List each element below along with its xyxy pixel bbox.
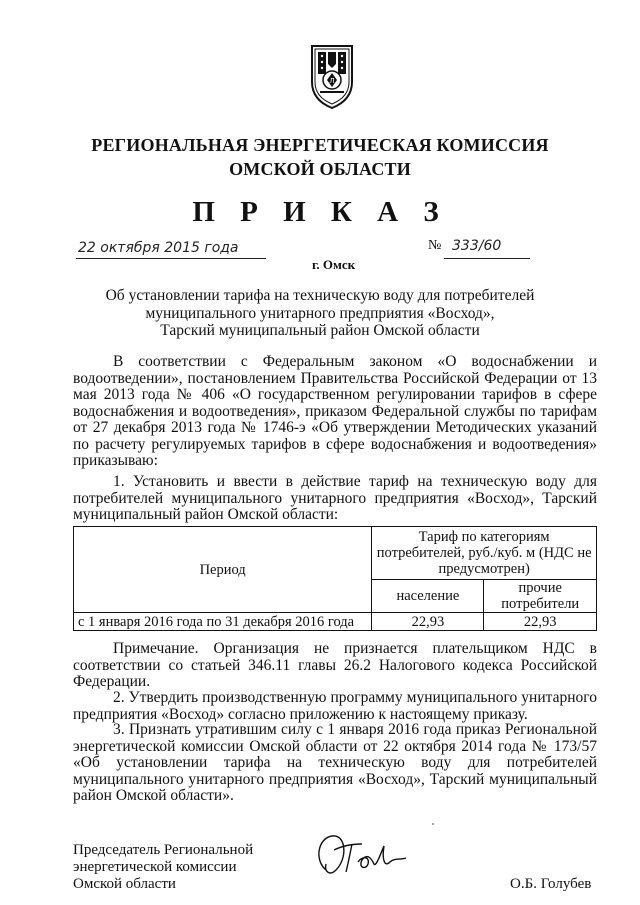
signatory-line: Омской области [73, 876, 176, 892]
other-consumers-header: прочие потребители [484, 580, 597, 613]
number-label: № [428, 238, 442, 253]
tariff-header: Тариф по категориям потребителей, руб./куб. м (НДС не предусмотрен) [372, 527, 597, 580]
number-underline [444, 258, 530, 259]
table-row [74, 613, 597, 631]
population-header: население [372, 580, 484, 613]
city-label: г. Омск [312, 257, 356, 272]
signatory-position [73, 842, 253, 893]
signatory-line: энергетической комиссии [73, 859, 237, 875]
subject-line: Об установлении тарифа на техническую воду для потребителей [105, 287, 535, 304]
item-2-paragraph: 2. Утвердить производственную программу муниципального унитарного предприятия «Восход» согласно приложению к настоящему приказу. [73, 689, 597, 723]
population-tariff-cell: 22,93 [372, 613, 484, 631]
document-type-title: П Р И К А З [192, 196, 448, 228]
organization-name-line2: ОМСКОЙ ОБЛАСТИ [229, 159, 411, 179]
signatory-name: О.Б. Голубев [510, 876, 592, 892]
subject-line: муниципального унитарного предприятия «Восход», [145, 304, 495, 322]
coat-of-arms-emblem [306, 42, 358, 110]
item-3-paragraph: 3. Признать утратившим силу с 1 января 2016 года приказ Региональной энергетической комиссии Омской области от 22 октября 2014 года № 173/57 «Об установлении тарифа на техническую воду для потребителей муниципального унитарного предприятия «Восход», Тарский муниципальный район Омской области». [73, 721, 597, 804]
item-1-paragraph: 1. Установить и ввести в действие тариф на техническую воду для потребителей муниципального унитарного предприятия «Восход», Тарский муниципальный район Омской области: [73, 473, 597, 523]
order-subject [0, 287, 640, 340]
preamble-paragraph: В соответствии с Федеральным законом «О водоснабжении и водоотведении», постановлением Правительства Российской Федерации от 13 мая 2013 года № 406 «О государственном регулировании тарифов в сфере водоснабжения и водоотведения», приказом Федеральной службы по тарифам от 27 декабря 2013 года № 1746-э «Об утверждении Методических указаний по расчету регулируемых тарифов в сфере водоснабжения и водоотведения» приказываю: [73, 353, 597, 469]
signatory-line: Председатель Региональной [73, 842, 254, 858]
scan-speck [432, 823, 434, 825]
handwritten-signature [312, 830, 412, 880]
tariff-table [73, 526, 597, 631]
other-tariff-cell: 22,93 [484, 613, 597, 631]
note-paragraph: Примечание. Организация не признается плательщиком НДС в соответствии со статьей 346.11 главы 26.2 Налогового кодекса Российской Федерации. [73, 640, 597, 690]
table-header-row [74, 527, 597, 580]
period-cell: с 1 января 2016 года по 31 декабря 2016 года [74, 613, 372, 631]
subject-line: Тарский муниципальный район Омской области [160, 322, 480, 339]
handwritten-number: 333/60 [452, 238, 502, 254]
period-header: Период [74, 527, 372, 613]
handwritten-date: 22 октября 2015 года [78, 240, 239, 256]
svg-text:Л: Л [329, 77, 335, 85]
date-underline [76, 258, 266, 259]
organization-name-line1: РЕГИОНАЛЬНАЯ ЭНЕРГЕТИЧЕСКАЯ КОМИССИЯ [91, 135, 549, 155]
